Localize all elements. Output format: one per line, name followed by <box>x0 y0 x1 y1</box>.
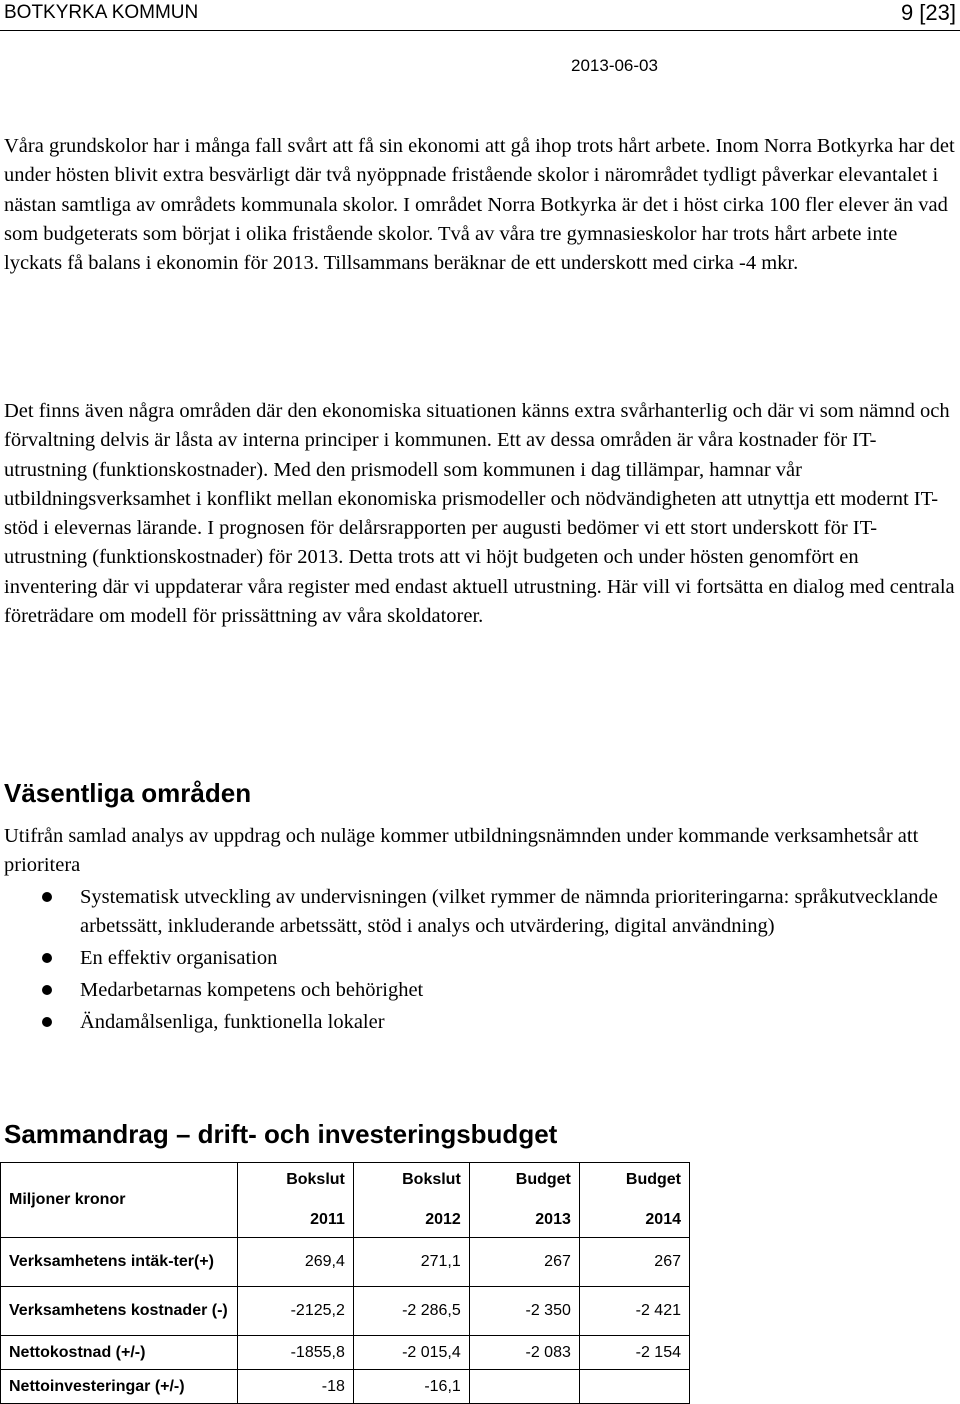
table-cell: -16,1 <box>353 1370 469 1404</box>
table-cell: 269,4 <box>238 1238 354 1287</box>
table-cell: -2 421 <box>579 1287 689 1336</box>
list-item-text: Systematisk utveckling av undervisningen (vilket rymmer de nämnda prioriteringarna: språkutvecklande arbetssätt, inkluderande arbetssätt, stöd i analys och utvärdering, digital användning) <box>80 886 938 938</box>
list-item-text: En effektiv organisation <box>80 947 278 970</box>
table-cell: 267 <box>579 1238 689 1287</box>
column-kind: Budget <box>515 1171 571 1188</box>
table-row <box>1 1336 690 1370</box>
bullet-icon <box>42 892 52 902</box>
page-header <box>0 0 960 27</box>
column-year: 2011 <box>310 1211 345 1228</box>
column-header <box>353 1163 469 1238</box>
row-label: Nettokostnad (+/-) <box>1 1336 238 1370</box>
list-item <box>0 1008 960 1037</box>
table-cell: -2 286,5 <box>353 1287 469 1336</box>
table-row <box>1 1238 690 1287</box>
table-cell: -2 083 <box>469 1336 579 1370</box>
paragraph-1: Våra grundskolor har i många fall svårt att få sin ekonomi att gå ihop trots hårt arbete. Inom Norra Botkyrka har det under hösten blivit extra besvärligt där två nyöppnade fristående skolor i närområdet tydligt påverkar elevantalet i nästan samtliga av områdets kommunala skolor. I området Norra Botkyrka är det i höst cirka 100 fler elever än vad som budgeterats som börjat i olika fristående skolor. Två av våra tre gymnasieskolor har trots hårt arbete inte lyckats få balans i ekonomin för 2013. Tillsammans beräknar de ett underskott med cirka -4 mkr. <box>4 135 955 275</box>
header-divider <box>0 30 960 31</box>
column-kind: Bokslut <box>402 1171 461 1188</box>
list-item <box>0 944 960 973</box>
column-year: 2012 <box>425 1211 461 1228</box>
table-cell: -1855,8 <box>238 1336 354 1370</box>
table-row <box>1 1287 690 1336</box>
column-header <box>469 1163 579 1238</box>
row-label: Nettoinvesteringar (+/-) <box>1 1370 238 1404</box>
column-header <box>579 1163 689 1238</box>
section-heading-vasentliga: Väsentliga områden <box>4 778 252 808</box>
paragraph-2: Det finns även några områden där den ekonomiska situationen känns extra svårhanterlig och där vi som nämnd och förvaltning delvis är låsta av interna principer i kommunen. Ett av dessa områden är våra kostnader för IT-utrustning (funktionskostnader). Med den prismodell som kommunen i dag tillämpar, hamnar vår utbildningsverksamhet i konflikt mellan ekonomiska prismodeller och nödvändigheten att utnyttja ett modernt IT-stöd i elevernas lärande. I prognosen för delårsrapporten per augusti bedömer vi ett stort underskott för IT-utrustning (funktionskostnader) för 2013. Detta trots att vi höjt budgeten och under hösten genomfört en inventering där vi uppdaterar våra register med endast aktuell utrustning. Här vill vi fortsätta en dialog med centrala företrädare om modell för prissättning av våra skoldatorer. <box>4 400 955 628</box>
table-cell: -18 <box>238 1370 354 1404</box>
organization-name: BOTKYRKA KOMMUN <box>4 2 199 23</box>
row-label: Verksamhetens intäk-ter(+) <box>1 1238 238 1287</box>
column-year: 2013 <box>535 1211 571 1228</box>
table-cell: -2 154 <box>579 1336 689 1370</box>
list-item <box>0 883 960 942</box>
document-date: 2013-06-03 <box>571 56 658 71</box>
list-item-text: Medarbetarnas kompetens och behörighet <box>80 978 424 1001</box>
table-cell: -2125,2 <box>238 1287 354 1336</box>
table-cell <box>579 1370 689 1404</box>
section-intro: Utifrån samlad analys av uppdrag och nuläge kommer utbildningsnämnden under kommande verksamhetsår att prioritera <box>4 825 919 877</box>
column-kind: Bokslut <box>286 1171 345 1188</box>
bullet-icon <box>42 953 52 963</box>
bullet-icon <box>42 1017 52 1027</box>
list-item <box>0 976 960 1005</box>
table-row <box>1 1370 690 1404</box>
table-cell: 271,1 <box>353 1238 469 1287</box>
table-cell: -2 015,4 <box>353 1336 469 1370</box>
table-cell: 267 <box>469 1238 579 1287</box>
priority-list <box>0 883 960 1039</box>
page-number: 9 [23] <box>900 0 956 25</box>
table-header-row <box>1 1163 690 1238</box>
column-kind: Budget <box>625 1171 681 1188</box>
section-heading-sammandrag: Sammandrag – drift- och investeringsbudget <box>4 1119 558 1149</box>
column-header <box>238 1163 354 1238</box>
unit-label: Miljoner kronor <box>1 1163 238 1238</box>
row-label: Verksamhetens kostnader (-) <box>1 1287 238 1336</box>
table-cell: -2 350 <box>469 1287 579 1336</box>
bullet-icon <box>42 985 52 995</box>
list-item-text: Ändamålsenliga, funktionella lokaler <box>80 1010 385 1033</box>
column-year: 2014 <box>645 1211 681 1228</box>
table-cell <box>469 1370 579 1404</box>
budget-table <box>0 1162 690 1404</box>
